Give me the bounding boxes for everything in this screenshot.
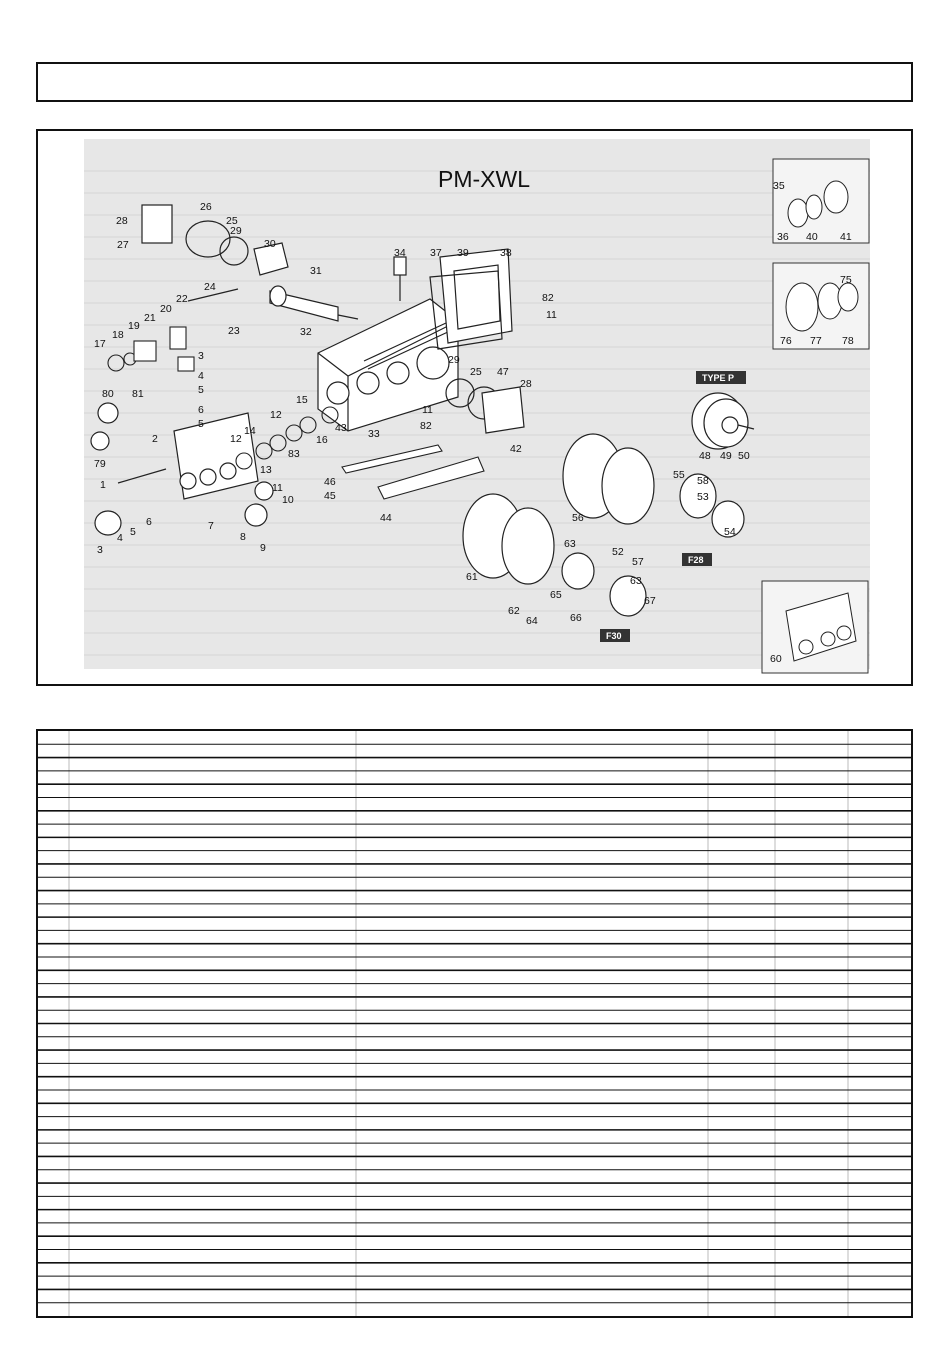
callout: 4 [117, 532, 123, 544]
callout: 45 [324, 490, 336, 502]
callout: 83 [288, 448, 300, 460]
callout: 3 [97, 544, 103, 556]
callout: 5 [198, 384, 204, 396]
callout: 38 [500, 247, 512, 259]
parts-table-grid [38, 731, 911, 1316]
callout: 6 [146, 516, 152, 528]
callout: 57 [632, 556, 644, 568]
callout: 47 [497, 366, 509, 378]
callout: 23 [228, 325, 240, 337]
callout: 82 [420, 420, 432, 432]
callout: 24 [204, 281, 216, 293]
callout: 56 [572, 512, 584, 524]
callout: 55 [673, 469, 685, 481]
callout: 80 [102, 388, 114, 400]
callout: 12 [230, 433, 242, 445]
callout: 75 [840, 274, 852, 286]
callout: 28 [116, 215, 128, 227]
callout: 10 [282, 494, 294, 506]
callout: 40 [806, 231, 818, 243]
diagram-svg [38, 131, 911, 684]
callout: 30 [264, 238, 276, 250]
callout: 60 [770, 653, 782, 665]
callout: 11 [422, 404, 433, 416]
callout: 25 [226, 215, 238, 227]
callout: 2 [152, 433, 158, 445]
callout: 28 [520, 378, 532, 390]
callout: 66 [570, 612, 582, 624]
callout: 29 [230, 225, 242, 237]
callout: 41 [840, 231, 852, 243]
callout: 26 [200, 201, 212, 213]
callout: 52 [612, 546, 624, 558]
svg-text:TYPE P: TYPE P [702, 373, 735, 383]
callout: 53 [697, 491, 709, 503]
callout: 18 [112, 329, 124, 341]
parts-table [36, 729, 913, 1318]
callout: 36 [777, 231, 789, 243]
callout: 54 [724, 526, 736, 538]
callout: 37 [430, 247, 442, 259]
callout: 63 [564, 538, 576, 550]
callout: 8 [240, 531, 246, 543]
callout: 82 [542, 292, 554, 304]
callout: 5 [198, 418, 204, 430]
callout: 5 [130, 526, 136, 538]
callout: 46 [324, 476, 336, 488]
callout: 42 [510, 443, 522, 455]
callout: 33 [368, 428, 380, 440]
callout: 77 [810, 335, 822, 347]
callout: 67 [644, 595, 656, 607]
callout: 62 [508, 605, 520, 617]
svg-text:F30: F30 [606, 631, 622, 641]
callout: 1 [100, 479, 106, 491]
callout: 13 [260, 464, 272, 476]
callout: 76 [780, 335, 792, 347]
callout: 11 [272, 482, 283, 494]
callout: 49 [720, 450, 732, 462]
callout: 12 [270, 409, 282, 421]
callout: 29 [448, 354, 460, 366]
callout: 20 [160, 303, 172, 315]
callout: 43 [335, 422, 347, 434]
callout: 32 [300, 326, 312, 338]
badge-f30 [600, 629, 630, 642]
callout: 3 [198, 350, 204, 362]
callout: 48 [699, 450, 711, 462]
callout: 17 [94, 338, 106, 350]
callout: 7 [208, 520, 214, 532]
callout: 21 [144, 312, 156, 324]
callout: 81 [132, 388, 144, 400]
callout: 35 [773, 180, 785, 192]
exploded-parts-diagram [36, 129, 913, 686]
callout: 64 [526, 615, 538, 627]
callout: 27 [117, 239, 129, 251]
callout: 4 [198, 370, 204, 382]
callout: 25 [470, 366, 482, 378]
callout: 9 [260, 542, 266, 554]
callout: 50 [738, 450, 750, 462]
model-title: PM-XWL [438, 166, 530, 192]
callout: 6 [198, 404, 204, 416]
callout: 11 [546, 309, 557, 321]
callout: 16 [316, 434, 328, 446]
callout: 19 [128, 320, 140, 332]
callout: 39 [457, 247, 469, 259]
callout: 63 [630, 575, 642, 587]
callout: 14 [244, 425, 256, 437]
callout: 34 [394, 247, 406, 259]
callout: 15 [296, 394, 308, 406]
svg-text:F28: F28 [688, 555, 704, 565]
callout: 22 [176, 293, 188, 305]
callout: 44 [380, 512, 392, 524]
callout: 79 [94, 458, 106, 470]
callout: 31 [310, 265, 322, 277]
callout: 78 [842, 335, 854, 347]
callout: 65 [550, 589, 562, 601]
callout: 61 [466, 571, 478, 583]
header-box [36, 62, 913, 102]
badge-type-p [696, 371, 746, 384]
badge-f28 [682, 553, 712, 566]
callout: 58 [697, 475, 709, 487]
